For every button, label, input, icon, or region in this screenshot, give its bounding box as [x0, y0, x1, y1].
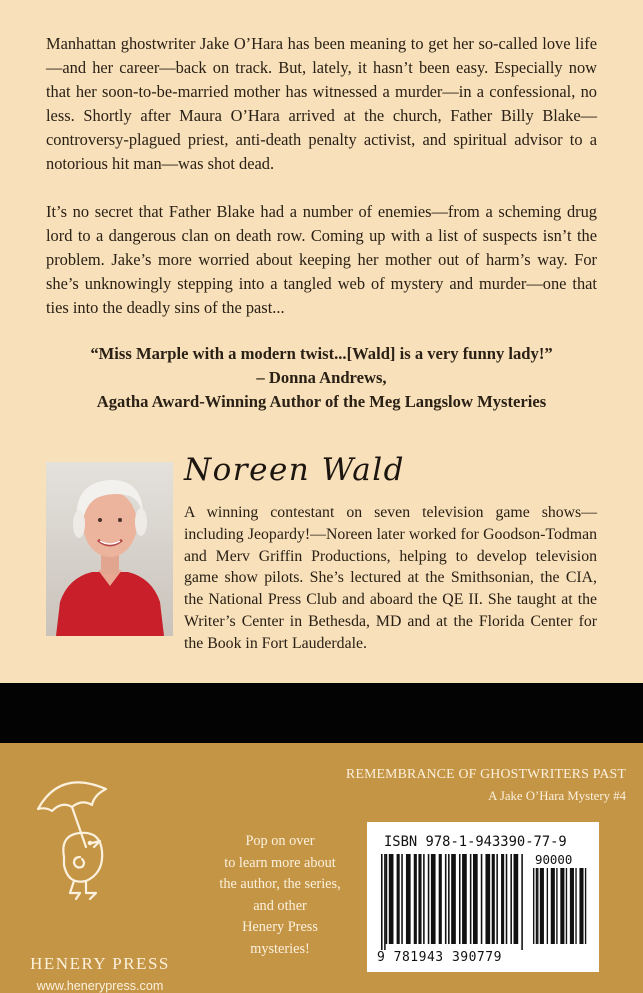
barcode-bar	[439, 854, 442, 944]
barcode-bar	[401, 854, 403, 944]
barcode-bar	[418, 854, 421, 944]
promo-line: mysteries!	[250, 940, 310, 957]
quote-attribution: – Donna Andrews,	[256, 368, 387, 387]
barcode-bars-main	[381, 854, 526, 950]
promo-text	[200, 831, 360, 960]
barcode-bar	[501, 854, 504, 944]
blurb-paragraph-2: It’s no secret that Father Blake had a number of enemies—from a scheming drug lord to a dangerous clan on death row. Coming up with a list of suspects isn’t the problem. Jake’s more worried about keeping her mother out of harm’s way. For she’s unknowingly stepping into a tangled web of mystery and murder—one that ties into the deadly sins of the past...	[46, 202, 597, 317]
bird-umbrella-logo-icon	[30, 765, 130, 915]
barcode-bar	[492, 854, 495, 944]
barcode-bar	[547, 868, 548, 944]
author-bio: A winning contestant on seven television game shows—including Jeopardy!—Noreen later worked for Goodson-Todman and Merv Griffin Productions, helping to develop television game show pilots. She’s lectured at the Smithsonian, the CIA, the National Press Club and aboard the QE II. She taught at the Writer’s Center in Bethesda, MD and at the Florida Center for the Book in Fort Lauderdale.	[184, 504, 597, 652]
barcode-bar	[537, 868, 538, 944]
blurb-paragraph-1: Manhattan ghostwriter Jake O’Hara has been meaning to get her so-called love life—and her career—back on track. But, lately, it hasn’t been easy. Especially now that her soon-to-be-married mother has witnessed a murder—in a confessional, no less. Shortly after Maura O’Hara arrived at the church, Father Billy Blake—controversy-plagued priest, anti-death penalty activist, and spiritual advisor to a notorious hit man—was shot dead.	[46, 34, 597, 173]
barcode-bar	[431, 854, 436, 944]
isbn-barcode	[367, 822, 599, 972]
barcode-bar	[406, 854, 411, 944]
barcode-bar	[585, 868, 586, 944]
barcode-bar	[414, 854, 417, 944]
barcode-bar	[575, 868, 576, 944]
promo-line: Pop on over	[245, 833, 315, 849]
barcode-bar	[459, 854, 461, 944]
publisher-panel	[0, 743, 643, 993]
barcode-bar	[384, 854, 386, 950]
barcode-bar	[451, 854, 456, 944]
barcode-bar	[496, 854, 498, 944]
barcode-bar	[579, 868, 583, 944]
author-name-signature: Noreen Wald	[184, 452, 406, 488]
series-label: A Jake O’Hara Mystery #4	[488, 789, 626, 803]
barcode-bar	[556, 868, 557, 944]
black-band	[0, 683, 643, 743]
promo-line: Henery Press	[242, 919, 318, 935]
promo-line: to learn more about	[224, 854, 336, 871]
barcode-bar	[506, 854, 508, 944]
barcode-bar	[551, 868, 555, 944]
quote-text: “Miss Marple with a modern twist...[Wald] is a very funny lady!”	[90, 344, 553, 363]
endorsement-quote	[20, 342, 623, 414]
barcode-bar	[533, 868, 534, 944]
barcode-bar	[560, 868, 564, 944]
barcode-bar	[381, 854, 383, 950]
barcode-addon-number: 90000	[535, 852, 573, 867]
quote-credential: Agatha Award-Winning Author of the Meg Langslow Mysteries	[96, 392, 547, 411]
barcode-bar	[570, 868, 574, 944]
isbn-label: ISBN 978-1-943390-77-9	[384, 834, 567, 850]
barcode-bar	[473, 854, 478, 944]
barcode-bar	[536, 868, 537, 944]
barcode-bar	[540, 868, 544, 944]
barcode-bar	[521, 854, 523, 950]
barcode-bar	[462, 854, 467, 944]
publisher-name: HENERY PRESS	[30, 954, 170, 973]
book-title: REMEMBRANCE OF GHOSTWRITERS PAST	[346, 766, 626, 781]
barcode-bar	[481, 854, 483, 944]
barcode-bar	[470, 854, 472, 944]
promo-line: the author, the series,	[219, 876, 341, 892]
barcode-bar	[514, 854, 519, 944]
barcode-bars-addon	[533, 868, 589, 950]
barcode-bar	[448, 854, 450, 944]
barcode-bar	[397, 854, 400, 944]
barcode-bar	[428, 854, 430, 944]
barcode-bar	[445, 854, 447, 944]
author-photo	[46, 462, 173, 636]
barcode-bar	[566, 868, 567, 944]
publisher-website: www.henerypress.com	[36, 979, 164, 993]
barcode-ean-number: 9 781943 390779	[377, 950, 502, 965]
barcode-bar	[485, 854, 490, 944]
barcode-bar	[510, 854, 512, 944]
barcode-bar	[423, 854, 425, 944]
barcode-bar	[386, 854, 388, 944]
barcode-bar	[389, 854, 394, 944]
promo-line: and other	[253, 897, 307, 914]
author-portrait-illustration	[46, 462, 173, 636]
